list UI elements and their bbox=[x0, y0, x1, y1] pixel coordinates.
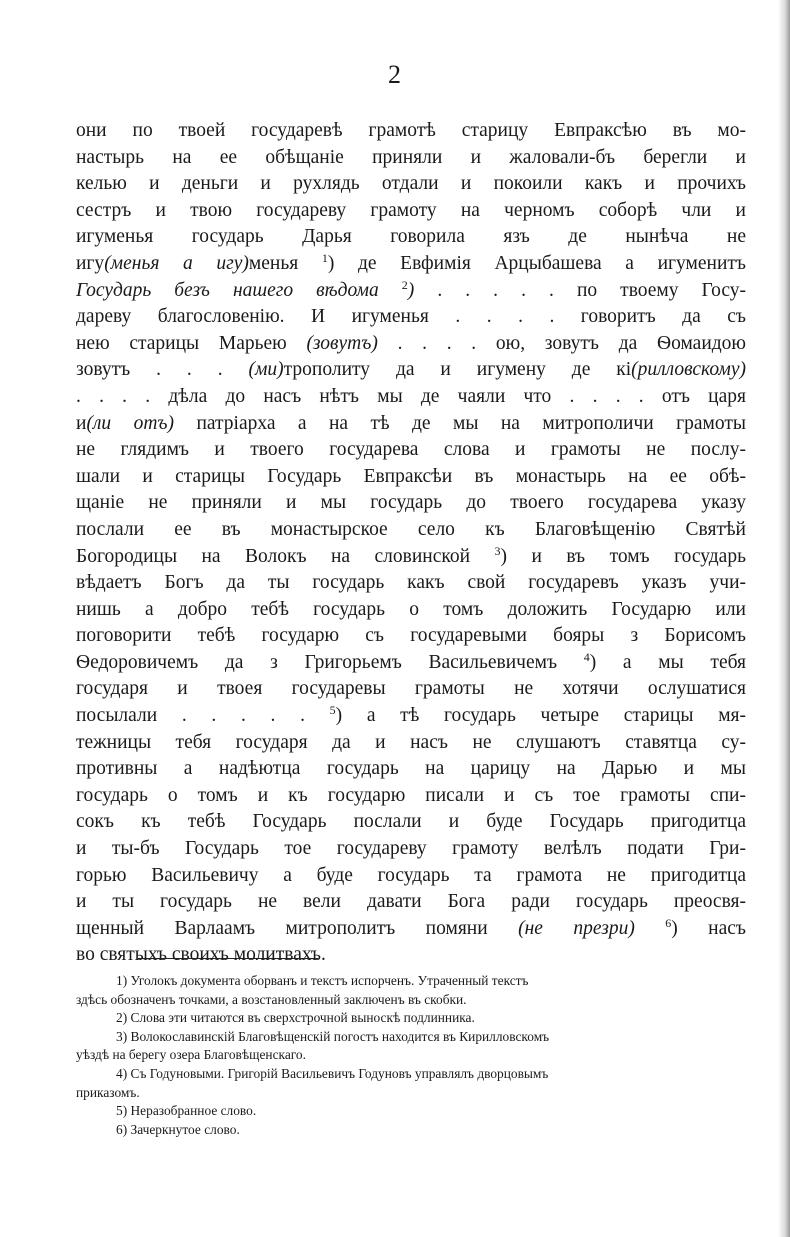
footnote-number: 5) bbox=[116, 1103, 128, 1119]
text-line bbox=[76, 889, 746, 916]
text-line bbox=[76, 836, 746, 863]
footnote-text: Неразобранное слово. bbox=[130, 1103, 257, 1119]
footnote-number: 6) bbox=[116, 1121, 128, 1137]
footnote-reference: 1 bbox=[321, 250, 328, 265]
restored-text: ) bbox=[407, 279, 415, 301]
page-edge-shadow bbox=[778, 0, 790, 1237]
text-segment: шали и старицы Государь Евпраксѣи въ монастырь на ее обѣ- bbox=[76, 465, 746, 487]
footnote-reference: 3 bbox=[494, 543, 501, 558]
text-segment: и bbox=[76, 412, 87, 434]
text-segment: ) а мы тебя bbox=[589, 651, 747, 673]
text-segment: поговорити тебѣ государю съ государевыми бояры з Борисомъ bbox=[76, 625, 746, 647]
footnote-text: уѣздѣ на берегу озера Благовѣщенскаго. bbox=[76, 1047, 306, 1063]
text-segment: во святыхъ своихъ молитвахъ. bbox=[76, 944, 326, 966]
restored-text: (менья а игу) bbox=[104, 252, 249, 274]
text-segment: игуменья государь Дарья говорила язъ де нынѣча не bbox=[76, 226, 746, 248]
text-line bbox=[76, 570, 746, 597]
footnote-text: Волокославинскій Благовѣщенскій погостъ находится въ Кирилловскомъ bbox=[130, 1028, 550, 1044]
text-segment: ) де Евфимія Арцыбашева а игуменитъ bbox=[327, 252, 746, 274]
footnote-line bbox=[76, 972, 746, 991]
footnote-text: Уголокъ документа оборванъ и текстъ испорченъ. Утраченный текстъ bbox=[130, 973, 529, 988]
text-line bbox=[76, 730, 746, 757]
footnote bbox=[76, 1028, 746, 1065]
page-number: 2 bbox=[388, 60, 402, 89]
text-segment: щенный Варлаамъ митрополитъ помяни bbox=[76, 917, 519, 939]
text-line bbox=[76, 650, 746, 677]
footnote-reference: 6 bbox=[665, 915, 672, 930]
text-line bbox=[76, 809, 746, 836]
footnote-number: 1) bbox=[116, 973, 128, 988]
text-line bbox=[76, 863, 746, 890]
footnote-reference: 5 bbox=[329, 703, 336, 718]
text-segment: горью Васильевичу а буде государь та грамота не пригодитца bbox=[76, 864, 746, 886]
footnote-number: 2) bbox=[116, 1010, 128, 1026]
text-line bbox=[76, 278, 746, 305]
text-line bbox=[76, 544, 746, 571]
footnote-line bbox=[76, 991, 746, 1010]
text-segment: и ты-бъ Государь тое государеву грамоту велѣлъ подати Гри- bbox=[76, 838, 746, 860]
restored-text: (зовутъ) bbox=[306, 332, 378, 354]
text-segment: игу bbox=[76, 252, 105, 274]
text-segment: посылали . . . . . bbox=[76, 705, 330, 727]
text-line bbox=[76, 437, 746, 464]
footnote-text: приказомъ. bbox=[76, 1084, 140, 1100]
restored-text: Государь безъ нашего вѣдома bbox=[76, 279, 402, 301]
text-line bbox=[76, 357, 746, 384]
footnote bbox=[76, 972, 746, 1009]
text-line bbox=[76, 384, 746, 411]
text-segment: нишь а добро тебѣ государь о томъ доложить Государю или bbox=[76, 598, 746, 620]
footnote-text: Зачеркнутое слово. bbox=[130, 1121, 240, 1137]
footnote-number: 3) bbox=[116, 1028, 128, 1044]
text-line bbox=[76, 942, 746, 969]
text-line bbox=[76, 331, 746, 358]
text-segment: государь о томъ и къ государю писали и съ тое грамоты спи- bbox=[76, 784, 746, 806]
footnote bbox=[76, 1009, 746, 1028]
text-segment: . . . . дѣла до насъ нѣтъ мы де чаяли что . . . . отъ царя bbox=[76, 385, 746, 407]
text-line bbox=[76, 304, 746, 331]
text-segment: послали ее въ монастырское село къ Благовѣщенію Святѣй bbox=[76, 518, 746, 540]
text-segment: тежницы тебя государя да и насъ не слушаютъ ставятца су- bbox=[76, 731, 746, 753]
text-line bbox=[76, 916, 746, 943]
text-line bbox=[76, 251, 746, 278]
text-segment: келью и деньги и рухлядь отдали и покоили какъ и прочихъ bbox=[76, 173, 746, 195]
text-segment bbox=[635, 918, 665, 939]
footnote bbox=[76, 1102, 746, 1121]
text-segment: сестръ и твою государеву грамоту на черномъ соборѣ чли и bbox=[76, 199, 746, 221]
footnote-line bbox=[76, 1046, 746, 1065]
footnote-text: здѣсь обозначенъ точками, а возстановленный заключенъ въ скобки. bbox=[76, 991, 467, 1007]
text-segment: щаніе не приняли и мы государь до твоего государева указу bbox=[76, 492, 746, 514]
text-segment: Богородицы на Волокъ на словинской bbox=[76, 545, 495, 567]
text-segment: сокъ къ тебѣ Государь послали и буде Государь пригодитца bbox=[76, 811, 746, 833]
text-line bbox=[76, 623, 746, 650]
text-segment: и ты государь не вели давати Бога ради государь преосвя- bbox=[76, 891, 746, 913]
text-line bbox=[76, 783, 746, 810]
footnote-line bbox=[76, 1084, 746, 1103]
text-segment: противны а надѣютца государь на царицу на Дарью и мы bbox=[76, 758, 746, 780]
footnote-reference: 4 bbox=[583, 649, 590, 664]
text-segment: государя и твоея государевы грамоты не хотячи ослушатися bbox=[76, 678, 746, 700]
text-line bbox=[76, 224, 746, 251]
footnote-text: Съ Годуновыми. Григорій Васильевичъ Годуновъ управлялъ дворцовымъ bbox=[130, 1065, 549, 1081]
text-segment: трополиту да и игумену де кі bbox=[283, 359, 632, 381]
footnote-line bbox=[76, 1065, 746, 1084]
text-line bbox=[76, 118, 746, 145]
footnote bbox=[76, 1065, 746, 1102]
text-segment: зовутъ . . . bbox=[76, 359, 249, 381]
footnote-text: Слова эти читаются въ сверхстрочной выноскѣ подлинника. bbox=[130, 1010, 475, 1026]
text-line bbox=[76, 171, 746, 198]
text-line bbox=[76, 517, 746, 544]
text-segment: . . . . . по твоему Госу- bbox=[414, 279, 746, 301]
restored-text: (рилловскому) bbox=[631, 359, 746, 381]
text-line bbox=[76, 490, 746, 517]
text-segment: Ѳедоровичемъ да з Григорьемъ Васильевичемъ bbox=[76, 651, 584, 673]
text-segment: менья bbox=[248, 252, 322, 274]
text-line bbox=[76, 464, 746, 491]
restored-text: (не презри) bbox=[518, 917, 635, 939]
restored-text: (ми) bbox=[248, 359, 284, 381]
footnote-divider bbox=[138, 958, 318, 959]
text-line bbox=[76, 198, 746, 225]
text-segment: нею старицы Марьею bbox=[76, 332, 307, 354]
text-segment: настырь на ее обѣщаніе приняли и жаловали-бъ берегли и bbox=[76, 146, 746, 168]
text-line bbox=[76, 145, 746, 172]
text-segment: не глядимъ и твоего государева слова и грамоты не послу- bbox=[76, 439, 746, 461]
text-segment: ) и въ томъ государь bbox=[500, 545, 746, 567]
footnote-line bbox=[76, 1028, 746, 1047]
text-line bbox=[76, 597, 746, 624]
text-segment: дареву благословенію. И игуменья . . . . говоритъ да съ bbox=[76, 306, 746, 328]
text-line bbox=[76, 676, 746, 703]
text-segment: они по твоей государевѣ грамотѣ старицу Евпраксѣю въ мо- bbox=[76, 120, 746, 141]
document-body bbox=[76, 118, 746, 969]
footnotes bbox=[76, 972, 746, 1139]
text-segment: вѣдаетъ Богъ да ты государь какъ свой государевъ указъ учи- bbox=[76, 572, 746, 594]
text-segment: ) насъ bbox=[671, 917, 747, 939]
text-segment: ) а тѣ государь четыре старицы мя- bbox=[335, 705, 747, 727]
text-segment: . . . . ою, зовутъ да Ѳомаидою bbox=[377, 332, 746, 354]
text-line bbox=[76, 703, 746, 730]
text-line bbox=[76, 756, 746, 783]
text-segment: патріарха а на тѣ де мы на митрополичи грамоты bbox=[174, 412, 746, 434]
footnote-number: 4) bbox=[116, 1065, 128, 1081]
footnote-reference: 2 bbox=[401, 277, 408, 292]
text-line bbox=[76, 411, 746, 438]
footnote-line bbox=[76, 1121, 746, 1140]
footnote-line bbox=[76, 1102, 746, 1121]
footnote bbox=[76, 1121, 746, 1140]
footnote-line bbox=[76, 1009, 746, 1028]
restored-text: (ли отъ) bbox=[86, 412, 175, 434]
